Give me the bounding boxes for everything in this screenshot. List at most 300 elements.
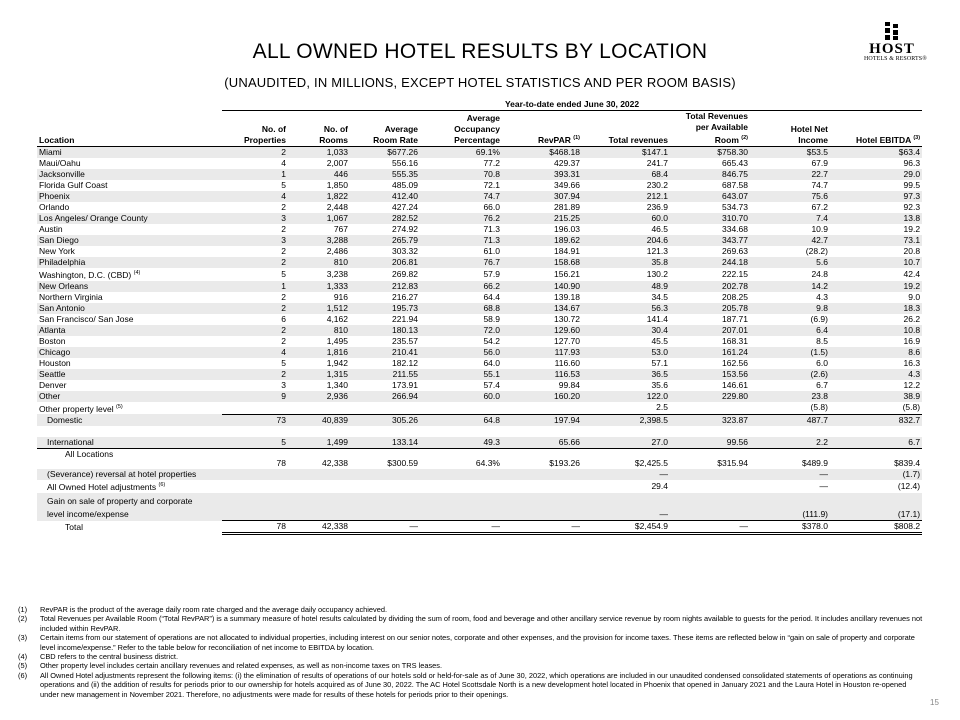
revpar-cell: 158.68 xyxy=(502,257,582,268)
row-label: All Locations xyxy=(37,448,222,469)
table-row xyxy=(37,380,922,391)
occupancy-cell: 64.4 xyxy=(483,291,500,302)
revpar-cell: 129.60 xyxy=(502,325,582,336)
properties-cell: 4 xyxy=(281,157,286,168)
net-income-cell: $53.5 xyxy=(750,146,830,158)
rooms-cell: 1,033 xyxy=(288,146,350,158)
row-label: International xyxy=(37,437,222,449)
logo-tagline: HOTELS & RESORTS® xyxy=(864,56,927,62)
ebitda-cell: 42.4 xyxy=(903,268,921,279)
occupancy-cell: 70.8 xyxy=(420,169,502,180)
rate-cell: 266.94 xyxy=(350,391,420,402)
revpar-cell: 196.03 xyxy=(554,223,580,234)
location-label: Jacksonville xyxy=(37,169,222,180)
net-income-cell: 24.8 xyxy=(811,268,828,279)
table-row xyxy=(37,224,922,235)
properties-cell: 2 xyxy=(281,335,286,346)
trevpar-cell: 244.18 xyxy=(670,257,750,268)
ebitda-cell: 10.7 xyxy=(830,257,922,268)
location-label: Houston xyxy=(39,357,71,368)
net-income-cell: (6.9) xyxy=(810,313,828,324)
rate-cell: 427.24 xyxy=(392,201,418,212)
occupancy-cell: 72.1 xyxy=(483,179,500,190)
revpar-cell: 99.84 xyxy=(558,379,580,390)
rooms-cell: 916 xyxy=(333,291,348,302)
table-row xyxy=(37,191,922,202)
footnote-text: CBD refers to the central business district. xyxy=(40,652,179,662)
ebitda-cell: (1.7) xyxy=(830,469,922,480)
occupancy-cell: 56.0 xyxy=(420,347,502,358)
revenues-cell: 141.4 xyxy=(646,313,668,324)
footnote-number: (2) xyxy=(18,614,28,624)
ebitda-cell: 18.3 xyxy=(830,303,922,314)
trevpar-cell: 310.70 xyxy=(670,213,750,224)
rate-cell: 195.73 xyxy=(350,303,420,314)
revpar-cell: — xyxy=(502,521,582,534)
occupancy-cell: 72.0 xyxy=(420,325,502,336)
table-row xyxy=(37,235,922,246)
revenues-cell: 68.4 xyxy=(582,169,670,180)
properties-cell: 2 xyxy=(222,146,288,158)
revenues-cell: 236.9 xyxy=(646,201,668,212)
ebitda-cell: 832.7 xyxy=(830,414,922,426)
location-label: Austin xyxy=(39,223,63,234)
location-label: Washington, D.C. (CBD) $^{(4)}$ xyxy=(39,269,141,280)
rooms-cell: 40,839 xyxy=(288,414,350,426)
rate-cell: 303.32 xyxy=(392,245,418,256)
occupancy-cell: 64.3% xyxy=(420,448,502,469)
rate-cell: 555.35 xyxy=(350,169,420,180)
properties-cell: 2 xyxy=(281,291,286,302)
table-row xyxy=(37,257,922,268)
occupancy-cell: 71.3 xyxy=(483,223,500,234)
rooms-cell: 1,333 xyxy=(288,281,350,292)
net-income-cell: 6.4 xyxy=(750,325,830,336)
ebitda-cell: 20.8 xyxy=(903,245,921,256)
occupancy-cell: 57.4 xyxy=(483,379,500,390)
revenues-cell: 204.6 xyxy=(582,235,670,246)
table-row xyxy=(37,391,922,402)
footnote xyxy=(18,633,923,652)
location-label: Phoenix xyxy=(37,191,222,202)
rate-cell: 274.92 xyxy=(392,223,418,234)
net-income-cell: 9.8 xyxy=(750,303,830,314)
rate-cell: 305.26 xyxy=(350,414,420,426)
rate-cell: 556.16 xyxy=(392,157,418,168)
rate-cell: 216.27 xyxy=(392,291,418,302)
revenues-cell: 35.8 xyxy=(582,257,670,268)
trevpar-cell: 187.71 xyxy=(722,313,748,324)
net-income-cell: 22.7 xyxy=(750,169,830,180)
revenues-cell: 29.4 xyxy=(651,480,668,491)
row-label: All Owned Hotel adjustments $^{(6)}$ xyxy=(47,481,166,492)
trevpar-cell: 208.25 xyxy=(722,291,748,302)
revenues-cell: 56.3 xyxy=(582,303,670,314)
ebitda-cell: $808.2 xyxy=(830,521,922,534)
rooms-cell: 3,288 xyxy=(288,235,350,246)
revpar-cell: 117.93 xyxy=(502,347,582,358)
properties-cell: 2 xyxy=(281,201,286,212)
occupancy-cell: 61.0 xyxy=(483,245,500,256)
occupancy-cell: 58.9 xyxy=(483,313,500,324)
rate-cell: 412.40 xyxy=(350,191,420,202)
ebitda-cell: 6.7 xyxy=(830,437,922,449)
trevpar-cell: 846.75 xyxy=(670,169,750,180)
table-row xyxy=(37,202,922,213)
trevpar-cell: 161.24 xyxy=(670,347,750,358)
table-row xyxy=(37,369,922,380)
ebitda-cell: 13.8 xyxy=(830,213,922,224)
table-row xyxy=(37,336,922,347)
properties-cell: 2 xyxy=(222,303,288,314)
rate-cell: 221.94 xyxy=(392,313,418,324)
revenues-cell: 48.9 xyxy=(582,281,670,292)
properties-cell: 2 xyxy=(281,245,286,256)
footnote-text: Total Revenues per Available Room (“Total RevPAR”) is a summary measure of hotel results calculated by dividing the sum of room, food and beverage and other ancillary service revenue by room nights available to guests for the period. It includes ancillary revenues not included within RevPAR. xyxy=(40,614,923,633)
page-title: ALL OWNED HOTEL RESULTS BY LOCATION xyxy=(252,40,708,63)
revenues-cell: 46.5 xyxy=(651,223,668,234)
rate-cell: — xyxy=(350,521,420,534)
occupancy-cell: 60.0 xyxy=(420,391,502,402)
occupancy-cell: 49.3 xyxy=(420,437,502,449)
trevpar-cell: — xyxy=(670,521,750,534)
trevpar-cell: 665.43 xyxy=(722,157,748,168)
properties-cell: 78 xyxy=(222,448,288,469)
footnote-number: (1) xyxy=(18,605,28,614)
ebitda-cell: 16.3 xyxy=(903,357,921,368)
trevpar-cell: 269.63 xyxy=(722,245,748,256)
net-income-cell: 8.5 xyxy=(816,335,828,346)
trevpar-cell: 207.01 xyxy=(670,325,750,336)
rooms-cell: 1,942 xyxy=(326,357,348,368)
occupancy-cell: 57.9 xyxy=(483,268,500,279)
properties-cell: 78 xyxy=(222,521,288,534)
net-income-cell: 6.0 xyxy=(816,357,828,368)
revenues-cell: 30.4 xyxy=(582,325,670,336)
table-row xyxy=(37,180,922,191)
properties-cell: 5 xyxy=(281,357,286,368)
rooms-cell: 1,340 xyxy=(326,379,348,390)
rate-cell: $677.26 xyxy=(350,146,420,158)
ebitda-cell: 12.2 xyxy=(903,379,921,390)
rooms-cell: 767 xyxy=(333,223,348,234)
revpar-cell: 140.90 xyxy=(502,281,582,292)
ebitda-cell: 4.3 xyxy=(830,369,922,380)
footnote xyxy=(18,671,923,699)
net-income-cell: (2.6) xyxy=(750,369,830,380)
col-net-income: Hotel Net Income xyxy=(750,111,830,147)
trevpar-cell: $315.94 xyxy=(670,448,750,469)
net-income-cell: — xyxy=(819,480,828,491)
location-label: Denver xyxy=(39,379,67,390)
trevpar-cell: 229.80 xyxy=(670,391,750,402)
table-row xyxy=(37,146,922,158)
properties-cell: 3 xyxy=(281,379,286,390)
table-row xyxy=(37,213,922,224)
rate-cell: 282.52 xyxy=(350,213,420,224)
row-label: Gain on sale of property and corporate level income/expense xyxy=(37,493,222,521)
ebitda-cell: 96.3 xyxy=(903,157,921,168)
location-label: Miami xyxy=(37,146,222,158)
properties-cell: 9 xyxy=(222,391,288,402)
revpar-cell: $468.18 xyxy=(502,146,582,158)
occupancy-cell: 55.1 xyxy=(420,369,502,380)
occupancy-cell: 69.1% xyxy=(420,146,502,158)
ebitda-cell: 92.3 xyxy=(903,201,921,212)
footnote-text: All Owned Hotel adjustments represent the following items: (i) the elimination of results of operations of our hotels sold or held-for-sale as of June 30, 2022, which operations are included in our unaudited condensed consolidated statements of operations as continuing operations and (ii) the addition of results for periods prior to our ownership for hotels acquired as of June 30, 2022. The AC Hotel Scottsdale North is a new development hotel located in Phoenix that opened in January 2021 and the Laura Hotel in Houston re-opened under new management in November 2021. Therefore, no adjustments were made for results of these hotels for periods prior to their openings. xyxy=(40,670,913,699)
results-table xyxy=(37,96,922,535)
logo-wordmark: HOST xyxy=(869,41,915,57)
revpar-cell: 189.62 xyxy=(502,235,582,246)
rate-cell: 133.14 xyxy=(350,437,420,449)
rooms-cell: 2,486 xyxy=(326,245,348,256)
location-label: Chicago xyxy=(37,347,222,358)
net-income-cell: $378.0 xyxy=(750,521,830,534)
trevpar-cell: 687.58 xyxy=(722,179,748,190)
rooms-cell: 446 xyxy=(288,169,350,180)
revenues-cell: $2,454.9 xyxy=(582,521,670,534)
net-income-cell: 487.7 xyxy=(750,414,830,426)
occupancy-cell: 66.0 xyxy=(483,201,500,212)
revenues-cell: 36.5 xyxy=(582,369,670,380)
occupancy-cell: 71.3 xyxy=(420,235,502,246)
rooms-cell: 2,007 xyxy=(326,157,348,168)
rate-cell: 211.55 xyxy=(350,369,420,380)
rate-cell: 210.41 xyxy=(350,347,420,358)
net-income-cell: 6.7 xyxy=(816,379,828,390)
net-income-cell: 75.6 xyxy=(750,191,830,202)
rate-cell: 485.09 xyxy=(392,179,418,190)
rate-cell: 173.91 xyxy=(392,379,418,390)
location-label: San Francisco/ San Jose xyxy=(39,313,134,324)
ebitda-cell: 10.8 xyxy=(830,325,922,336)
revpar-cell: 134.67 xyxy=(502,303,582,314)
revpar-cell: 160.20 xyxy=(502,391,582,402)
ebitda-cell: 29.0 xyxy=(830,169,922,180)
properties-cell: 4 xyxy=(222,347,288,358)
location-label: New York xyxy=(39,245,75,256)
revpar-cell: 156.21 xyxy=(554,268,580,279)
rooms-cell: 42,338 xyxy=(288,448,350,469)
rooms-cell: 810 xyxy=(288,325,350,336)
row-label: (Severance) reversal at hotel properties xyxy=(37,469,222,480)
table-row xyxy=(37,402,922,415)
spacer-row xyxy=(37,426,922,437)
revpar-cell: 429.37 xyxy=(554,157,580,168)
properties-cell: 2 xyxy=(222,369,288,380)
revenues-cell: 53.0 xyxy=(582,347,670,358)
rooms-cell: 1,315 xyxy=(288,369,350,380)
location-label: Maui/Oahu xyxy=(39,157,81,168)
occupancy-cell: 64.0 xyxy=(483,357,500,368)
trevpar-cell: $758.30 xyxy=(670,146,750,158)
table-row xyxy=(37,325,922,336)
occupancy-cell: 54.2 xyxy=(483,335,500,346)
col-ebitda: Hotel EBITDA $^{(3)}$ xyxy=(830,111,922,147)
table-row xyxy=(37,169,922,180)
revpar-cell: 184.91 xyxy=(554,245,580,256)
row-label: Total xyxy=(65,521,83,532)
occupancy-cell: — xyxy=(420,521,502,534)
location-label: Florida Gulf Coast xyxy=(39,179,108,190)
revenues-cell: — xyxy=(582,469,670,480)
revpar-cell: 215.25 xyxy=(502,213,582,224)
trevpar-cell: 534.73 xyxy=(722,201,748,212)
properties-cell: 2 xyxy=(222,325,288,336)
rooms-cell: 42,338 xyxy=(288,521,350,534)
trevpar-cell: 205.78 xyxy=(670,303,750,314)
col-occupancy: Average Occupancy Percentage xyxy=(420,111,502,147)
properties-cell: 73 xyxy=(222,414,288,426)
revenues-cell: 241.7 xyxy=(646,157,668,168)
net-income-cell: $489.9 xyxy=(750,448,830,469)
revpar-cell: 130.72 xyxy=(554,313,580,324)
revenues-cell: 34.5 xyxy=(651,291,668,302)
summary-rows xyxy=(37,414,922,533)
revenues-cell: 212.1 xyxy=(582,191,670,202)
revenues-cell: 57.1 xyxy=(651,357,668,368)
table-row xyxy=(37,358,922,369)
net-income-cell: (5.8) xyxy=(810,402,828,413)
revenues-cell: 122.0 xyxy=(582,391,670,402)
location-label: Boston xyxy=(39,335,66,346)
rooms-cell xyxy=(288,402,350,415)
net-income-cell: (111.9) xyxy=(750,493,830,521)
location-label: New Orleans xyxy=(37,281,222,292)
net-income-cell: (1.5) xyxy=(750,347,830,358)
revenues-cell: 121.3 xyxy=(646,245,668,256)
trevpar-cell: 343.77 xyxy=(670,235,750,246)
properties-cell: 3 xyxy=(222,235,288,246)
revenues-cell: $147.1 xyxy=(582,146,670,158)
net-income-cell: 7.4 xyxy=(750,213,830,224)
properties-cell: 4 xyxy=(222,191,288,202)
period-header-row xyxy=(37,96,922,111)
total-row xyxy=(37,521,922,534)
ebitda-cell: 9.0 xyxy=(908,291,921,302)
occupancy-cell: 76.2 xyxy=(420,213,502,224)
properties-cell: 5 xyxy=(281,179,286,190)
location-label: Other property level $^{(5)}$ xyxy=(39,403,123,414)
revpar-cell: 127.70 xyxy=(554,335,580,346)
column-header-row xyxy=(37,111,922,147)
col-trevpar: Total Revenues per Available Room $^{(2)}$ xyxy=(670,111,750,147)
rooms-cell: 2,448 xyxy=(326,201,348,212)
rate-cell: 235.57 xyxy=(392,335,418,346)
net-income-cell: 14.2 xyxy=(750,281,830,292)
revpar-cell: 139.18 xyxy=(554,291,580,302)
footnotes xyxy=(18,605,923,699)
rooms-cell: 1,067 xyxy=(288,213,350,224)
occupancy-cell: 66.2 xyxy=(420,281,502,292)
occupancy-cell: 77.2 xyxy=(483,157,500,168)
location-rows xyxy=(37,146,922,414)
ebitda-cell: (5.8) xyxy=(902,402,921,413)
trevpar-cell: 146.61 xyxy=(722,379,748,390)
footnote-number: (6) xyxy=(18,670,28,680)
table-row xyxy=(37,314,922,325)
page-subtitle: (UNAUDITED, IN MILLIONS, EXCEPT HOTEL STATISTICS AND PER ROOM BASIS) xyxy=(224,75,736,90)
location-label: Other xyxy=(37,391,222,402)
revenues-cell: 60.0 xyxy=(582,213,670,224)
revpar-cell xyxy=(502,402,582,415)
location-label: Philadelphia xyxy=(37,257,222,268)
occupancy-cell xyxy=(420,402,502,415)
trevpar-cell: 222.15 xyxy=(722,268,748,279)
rate-cell: 182.12 xyxy=(392,357,418,368)
rooms-cell: 1,499 xyxy=(288,437,350,449)
rate-cell: 206.81 xyxy=(350,257,420,268)
ebitda-cell: 19.2 xyxy=(830,281,922,292)
rate-cell: 265.79 xyxy=(350,235,420,246)
col-rate: Average Room Rate xyxy=(350,111,420,147)
ebitda-cell: 73.1 xyxy=(830,235,922,246)
rooms-cell: 4,162 xyxy=(326,313,348,324)
footnote-number: (4) xyxy=(18,652,28,662)
rooms-cell: 1,822 xyxy=(288,191,350,202)
table-row xyxy=(37,268,922,281)
table-row xyxy=(37,281,922,292)
revpar-cell: 281.89 xyxy=(554,201,580,212)
international-row xyxy=(37,437,922,449)
period-label: Year-to-date ended June 30, 2022 xyxy=(222,96,922,111)
net-income-cell: 67.9 xyxy=(811,157,828,168)
all-locations-row xyxy=(37,448,922,469)
footnote-number: (3) xyxy=(18,633,28,643)
occupancy-cell: 74.7 xyxy=(420,191,502,202)
rooms-cell: 810 xyxy=(288,257,350,268)
table-row xyxy=(37,292,922,303)
ebitda-cell: 16.9 xyxy=(903,335,921,346)
location-label: San Diego xyxy=(37,235,222,246)
properties-cell: 3 xyxy=(222,213,288,224)
rooms-cell: 1,816 xyxy=(288,347,350,358)
footnote xyxy=(18,605,923,614)
net-income-cell: 74.7 xyxy=(811,179,828,190)
rate-cell: 269.82 xyxy=(392,268,418,279)
ebitda-cell: 8.6 xyxy=(830,347,922,358)
net-income-cell: — xyxy=(750,469,830,480)
properties-cell: 6 xyxy=(281,313,286,324)
properties-cell: 5 xyxy=(222,437,288,449)
revpar-cell: 349.66 xyxy=(554,179,580,190)
revpar-cell: 307.94 xyxy=(502,191,582,202)
trevpar-cell: 202.78 xyxy=(670,281,750,292)
table-row xyxy=(37,158,922,169)
results-table-wrap xyxy=(37,96,922,535)
revenues-cell: $2,425.5 xyxy=(582,448,670,469)
footnote xyxy=(18,652,923,661)
trevpar-cell: 323.87 xyxy=(670,414,750,426)
table-row xyxy=(37,347,922,358)
ebitda-cell: (12.4) xyxy=(897,480,921,491)
location-label: Orlando xyxy=(39,201,70,212)
properties-cell: 2 xyxy=(281,223,286,234)
trevpar-cell: 162.56 xyxy=(722,357,748,368)
gain-on-sale-row xyxy=(37,493,922,521)
net-income-cell: 4.3 xyxy=(816,291,828,302)
col-revpar: RevPAR $^{(1)}$ xyxy=(502,111,582,147)
revpar-cell: 65.66 xyxy=(502,437,582,449)
rooms-cell: 2,936 xyxy=(288,391,350,402)
net-income-cell: 23.8 xyxy=(750,391,830,402)
occupancy-cell: 76.7 xyxy=(420,257,502,268)
rate-cell: 180.13 xyxy=(350,325,420,336)
rate-cell xyxy=(350,402,420,415)
col-properties: No. of Properties xyxy=(222,111,288,147)
ebitda-cell: $63.4 xyxy=(830,146,922,158)
footnote-text: Certain items from our statement of operations are not allocated to individual properties, including interest on our senior notes, corporate and other expenses, and the provision for income taxes. These items are reflected below in “gain on sale of property and corporate level income/expense.” Refer to the table below for reconciliation of net income to EBITDA by location. xyxy=(40,633,915,652)
